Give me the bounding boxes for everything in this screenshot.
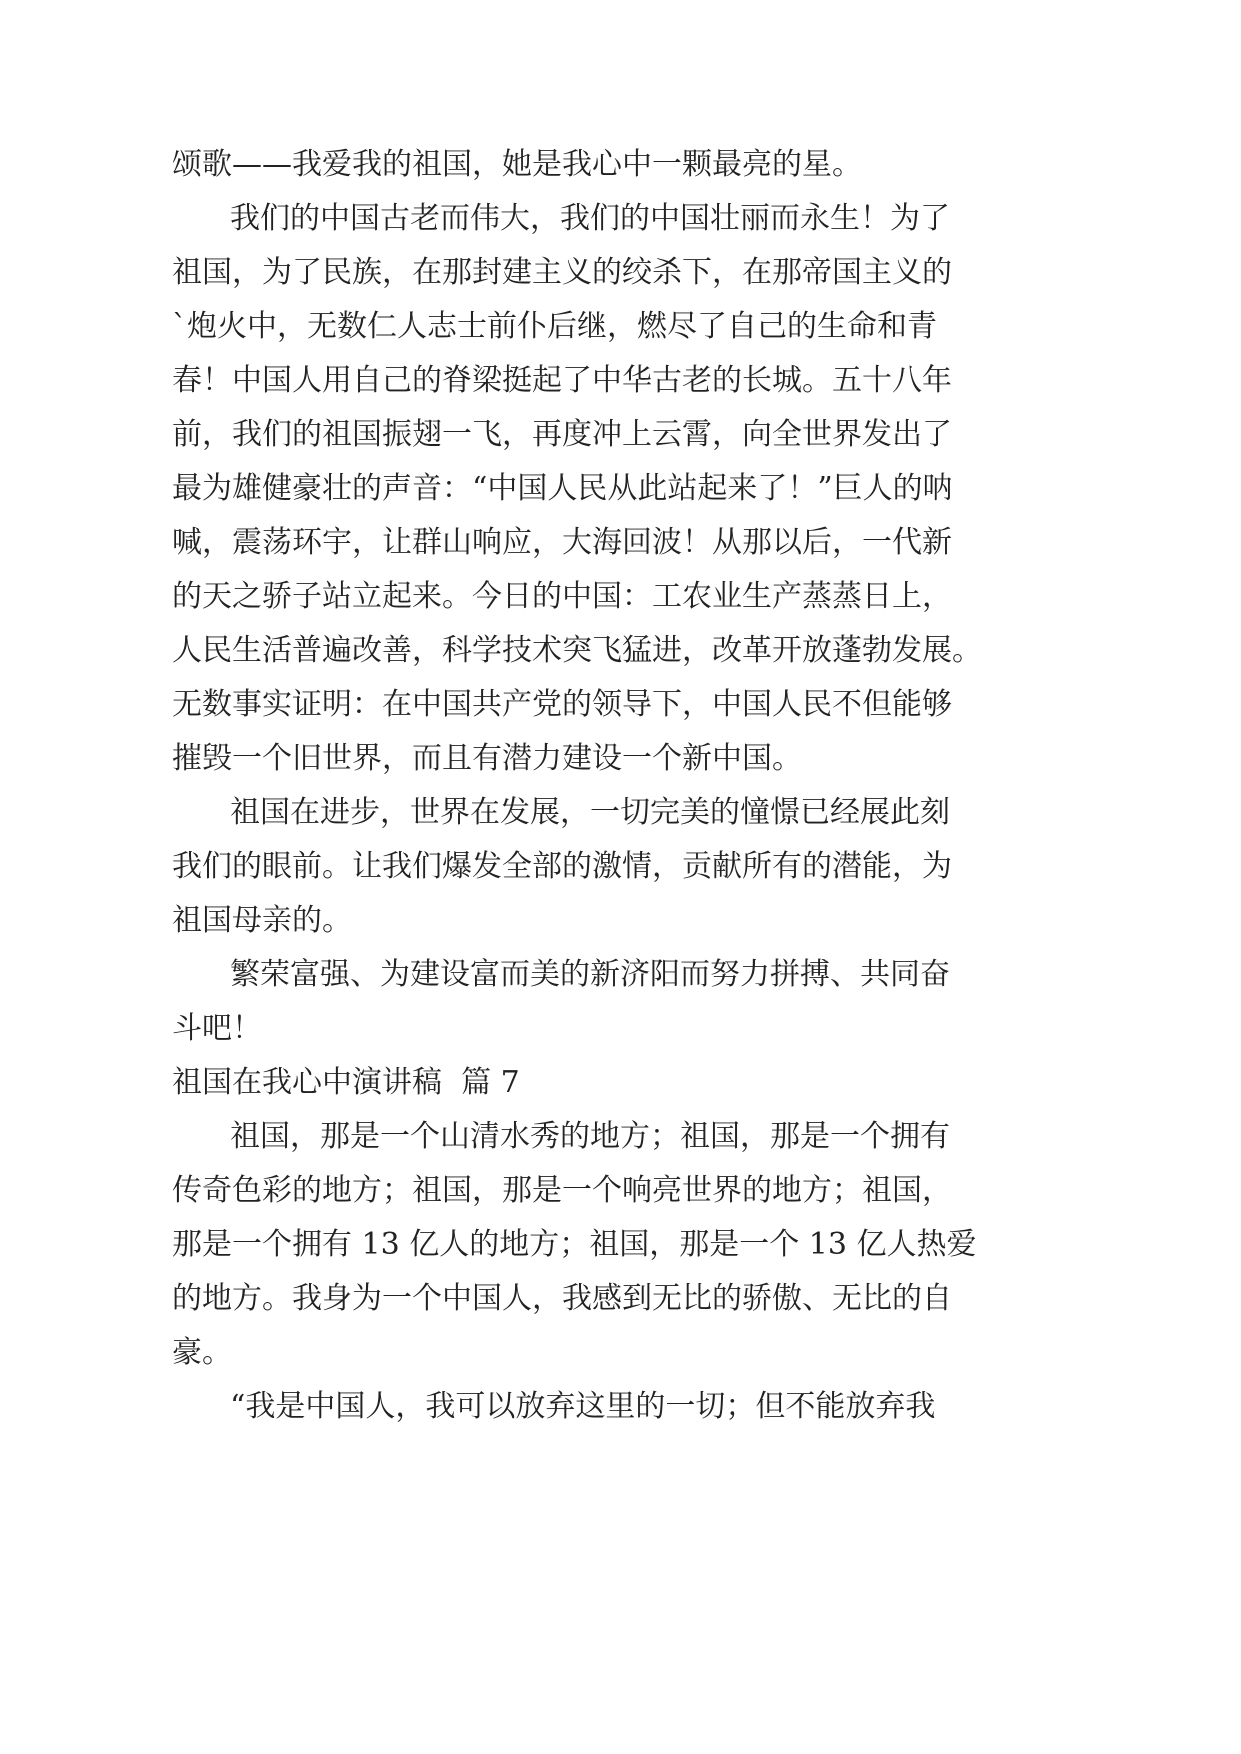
text-line: 最为雄健豪壮的声音：“中国人民从此站起来了！”巨人的呐	[172, 471, 953, 506]
text-line: `炮火中，无数仁人志士前仆后继，燃尽了自己的生命和青	[172, 309, 937, 344]
section-heading: 祖国在我心中演讲稿 篇 7	[172, 1065, 520, 1100]
text-line: 人民生活普遍改善，科学技术突飞猛进，改革开放蓬勃发展。	[172, 633, 982, 668]
text-line: 春！中国人用自己的脊梁挺起了中华古老的长城。五十八年	[172, 363, 952, 398]
text-line: 摧毁一个旧世界，而且有潜力建设一个新中国。	[172, 741, 802, 776]
paragraph-first-line: 繁荣富强、为建设富而美的新济阳而努力拼搏、共同奋	[230, 957, 950, 992]
text-line: 传奇色彩的地方；祖国，那是一个响亮世界的地方；祖国，	[172, 1173, 952, 1208]
paragraph-first-line: 祖国在进步，世界在发展，一切完美的憧憬已经展此刻	[230, 795, 950, 830]
text-line: 的天之骄子站立起来。今日的中国：工农业生产蒸蒸日上，	[172, 579, 952, 614]
text-line: 无数事实证明：在中国共产党的领导下，中国人民不但能够	[172, 687, 952, 722]
text-line: 前，我们的祖国振翅一飞，再度冲上云霄，向全世界发出了	[172, 417, 952, 452]
text-line: 那是一个拥有 13 亿人的地方；祖国，那是一个 13 亿人热爱	[172, 1227, 977, 1262]
text-line: 颂歌——我爱我的祖国，她是我心中一颗最亮的星。	[172, 147, 862, 182]
text-line: 斗吧！	[172, 1011, 262, 1046]
text-line: 祖国母亲的。	[172, 903, 352, 938]
text-line: 祖国，为了民族，在那封建主义的绞杀下，在那帝国主义的	[172, 255, 952, 290]
paragraph-first-line: “我是中国人，我可以放弃这里的一切；但不能放弃我	[230, 1389, 936, 1424]
paragraph-first-line: 我们的中国古老而伟大，我们的中国壮丽而永生！为了	[230, 201, 950, 236]
text-line: 喊，震荡环宇，让群山响应，大海回波！从那以后，一代新	[172, 525, 952, 560]
text-line: 我们的眼前。让我们爆发全部的激情，贡献所有的潜能，为	[172, 849, 952, 884]
paragraph-first-line: 祖国，那是一个山清水秀的地方；祖国，那是一个拥有	[230, 1119, 950, 1154]
text-line: 的地方。我身为一个中国人，我感到无比的骄傲、无比的自	[172, 1281, 952, 1316]
text-line: 豪。	[172, 1335, 232, 1370]
